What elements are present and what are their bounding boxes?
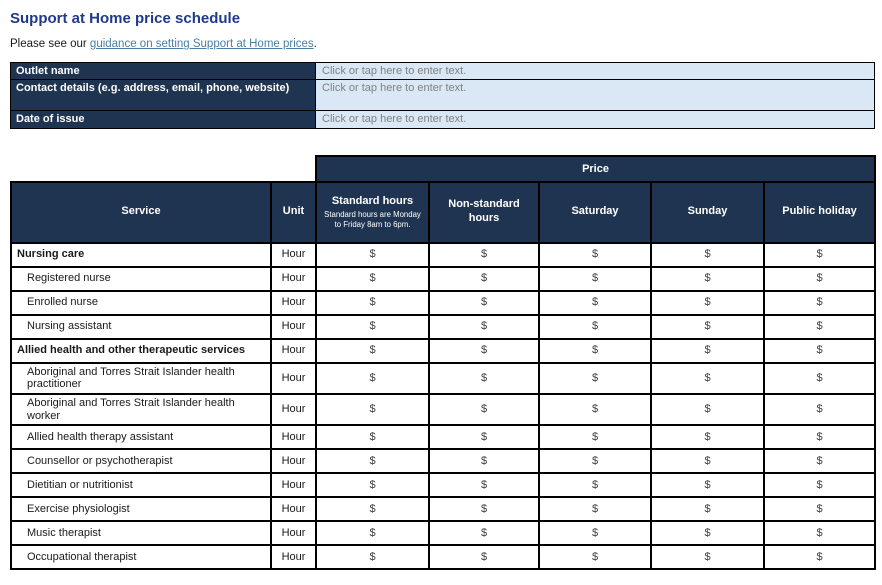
price-input-cell[interactable]: $ [651,363,764,394]
price-input-cell[interactable]: $ [651,449,764,473]
price-input-cell[interactable]: $ [764,363,875,394]
info-label-cell: Date of issue [11,111,316,128]
info-table-body [11,63,875,129]
column-header-row [11,182,875,243]
price-input-cell[interactable]: $ [429,267,539,291]
price-input-cell[interactable]: $ [764,243,875,267]
price-input-cell[interactable]: $ [764,291,875,315]
price-input-cell[interactable]: $ [539,497,651,521]
price-input-cell[interactable]: $ [429,243,539,267]
price-input-cell[interactable]: $ [539,291,651,315]
price-input-cell[interactable]: $ [764,449,875,473]
price-input-cell[interactable]: $ [429,425,539,449]
price-input-cell[interactable]: $ [651,473,764,497]
price-input-cell[interactable]: $ [764,545,875,569]
info-row [11,111,875,128]
price-table-row [11,394,875,425]
price-input-cell[interactable]: $ [539,473,651,497]
price-input-cell[interactable]: $ [316,425,429,449]
price-group-header: Price [316,156,875,182]
price-input-cell[interactable]: $ [764,339,875,363]
price-table-row [11,425,875,449]
price-input-cell[interactable]: $ [316,315,429,339]
price-input-cell[interactable]: $ [651,243,764,267]
price-table-row [11,545,875,569]
price-input-cell[interactable]: $ [316,243,429,267]
price-table-row [11,449,875,473]
unit-cell: Hour [271,545,316,569]
col-header-unit: Unit [271,182,316,243]
price-input-cell[interactable]: $ [651,315,764,339]
info-value-input[interactable]: Click or tap here to enter text. [316,111,875,128]
price-input-cell[interactable]: $ [539,425,651,449]
service-cell: Aboriginal and Torres Strait Islander health practitioner [11,363,271,394]
price-input-cell[interactable]: $ [764,267,875,291]
price-input-cell[interactable]: $ [764,394,875,425]
price-input-cell[interactable]: $ [429,473,539,497]
price-table-row [11,243,875,267]
info-label-cell: Outlet name [11,63,316,80]
price-input-cell[interactable]: $ [316,394,429,425]
service-cell: Counsellor or psychotherapist [11,449,271,473]
price-table-body [11,243,875,570]
price-table-row [11,291,875,315]
info-row [11,63,875,80]
unit-cell: Hour [271,315,316,339]
unit-cell: Hour [271,497,316,521]
price-input-cell[interactable]: $ [539,243,651,267]
service-cell: Aboriginal and Torres Strait Islander health worker [11,394,271,425]
guidance-link[interactable]: guidance on setting Support at Home prices [89,38,314,51]
price-input-cell[interactable]: $ [764,315,875,339]
price-table-row [11,497,875,521]
info-row [11,80,875,111]
service-cell: Music therapist [11,521,271,545]
price-input-cell[interactable]: $ [429,363,539,394]
price-input-cell[interactable]: $ [429,497,539,521]
price-input-cell[interactable]: $ [651,291,764,315]
service-cell: Enrolled nurse [11,291,271,315]
info-value-input[interactable]: Click or tap here to enter text. [316,63,875,80]
col-header-public-holiday: Public holiday [764,182,875,243]
price-schedule-table [10,155,876,571]
service-cell: Dietitian or nutritionist [11,473,271,497]
price-input-cell[interactable]: $ [316,497,429,521]
intro-text [10,38,874,52]
unit-cell: Hour [271,339,316,363]
price-table-row [11,473,875,497]
price-input-cell[interactable]: $ [651,267,764,291]
price-input-cell[interactable]: $ [651,497,764,521]
price-table-row [11,315,875,339]
standard-hours-note: Standard hours are Monday to Friday 8am to 6pm. [324,210,421,229]
price-input-cell[interactable]: $ [651,545,764,569]
col-header-service: Service [11,182,271,243]
corner-spacer [11,156,316,182]
price-input-cell[interactable]: $ [539,545,651,569]
price-input-cell[interactable]: $ [316,545,429,569]
price-input-cell[interactable]: $ [316,363,429,394]
service-cell: Nursing care [11,243,271,267]
service-cell: Allied health and other therapeutic services [11,339,271,363]
price-input-cell[interactable]: $ [539,363,651,394]
price-input-cell[interactable]: $ [764,425,875,449]
price-input-cell[interactable]: $ [316,521,429,545]
intro-prefix: Please see our [10,38,90,51]
price-input-cell[interactable]: $ [429,339,539,363]
price-table-row [11,521,875,545]
outlet-info-table [10,62,875,129]
info-value-input[interactable]: Click or tap here to enter text. [316,80,875,111]
price-input-cell[interactable]: $ [429,394,539,425]
service-cell: Registered nurse [11,267,271,291]
standard-hours-title: Standard hours [331,195,414,208]
price-input-cell[interactable]: $ [764,473,875,497]
price-table-row [11,363,875,394]
price-input-cell[interactable]: $ [316,339,429,363]
price-input-cell[interactable]: $ [316,291,429,315]
unit-cell: Hour [271,267,316,291]
price-input-cell[interactable]: $ [539,449,651,473]
service-cell: Allied health therapy assistant [11,425,271,449]
price-input-cell[interactable]: $ [316,473,429,497]
intro-suffix: . [313,38,317,51]
price-input-cell[interactable]: $ [539,339,651,363]
service-cell: Nursing assistant [11,315,271,339]
price-input-cell[interactable]: $ [429,521,539,545]
service-cell: Exercise physiologist [11,497,271,521]
price-table-row [11,267,875,291]
unit-cell: Hour [271,521,316,545]
price-input-cell[interactable]: $ [539,521,651,545]
price-input-cell[interactable]: $ [316,267,429,291]
unit-cell: Hour [271,425,316,449]
col-header-saturday: Saturday [539,182,651,243]
price-input-cell[interactable]: $ [539,315,651,339]
unit-cell: Hour [271,363,316,394]
col-header-sunday: Sunday [651,182,764,243]
price-input-cell[interactable]: $ [316,449,429,473]
price-input-cell[interactable]: $ [764,521,875,545]
price-input-cell[interactable]: $ [429,449,539,473]
price-span-row [11,156,875,182]
unit-cell: Hour [271,394,316,425]
unit-cell: Hour [271,449,316,473]
price-input-cell[interactable]: $ [764,497,875,521]
price-input-cell[interactable]: $ [651,394,764,425]
price-input-cell[interactable]: $ [651,521,764,545]
price-input-cell[interactable]: $ [429,291,539,315]
col-header-non-standard-hours: Non-standard hours [429,182,539,243]
price-input-cell[interactable]: $ [539,394,651,425]
price-input-cell[interactable]: $ [651,425,764,449]
col-header-standard-hours [316,182,429,243]
price-table-row [11,339,875,363]
page-title: Support at Home price schedule [10,10,241,27]
unit-cell: Hour [271,473,316,497]
info-label-cell: Contact details (e.g. address, email, phone, website) [11,80,316,111]
price-input-cell[interactable]: $ [429,315,539,339]
price-input-cell[interactable]: $ [429,545,539,569]
unit-cell: Hour [271,243,316,267]
price-input-cell[interactable]: $ [539,267,651,291]
unit-cell: Hour [271,291,316,315]
price-input-cell[interactable]: $ [651,339,764,363]
service-cell: Occupational therapist [11,545,271,569]
